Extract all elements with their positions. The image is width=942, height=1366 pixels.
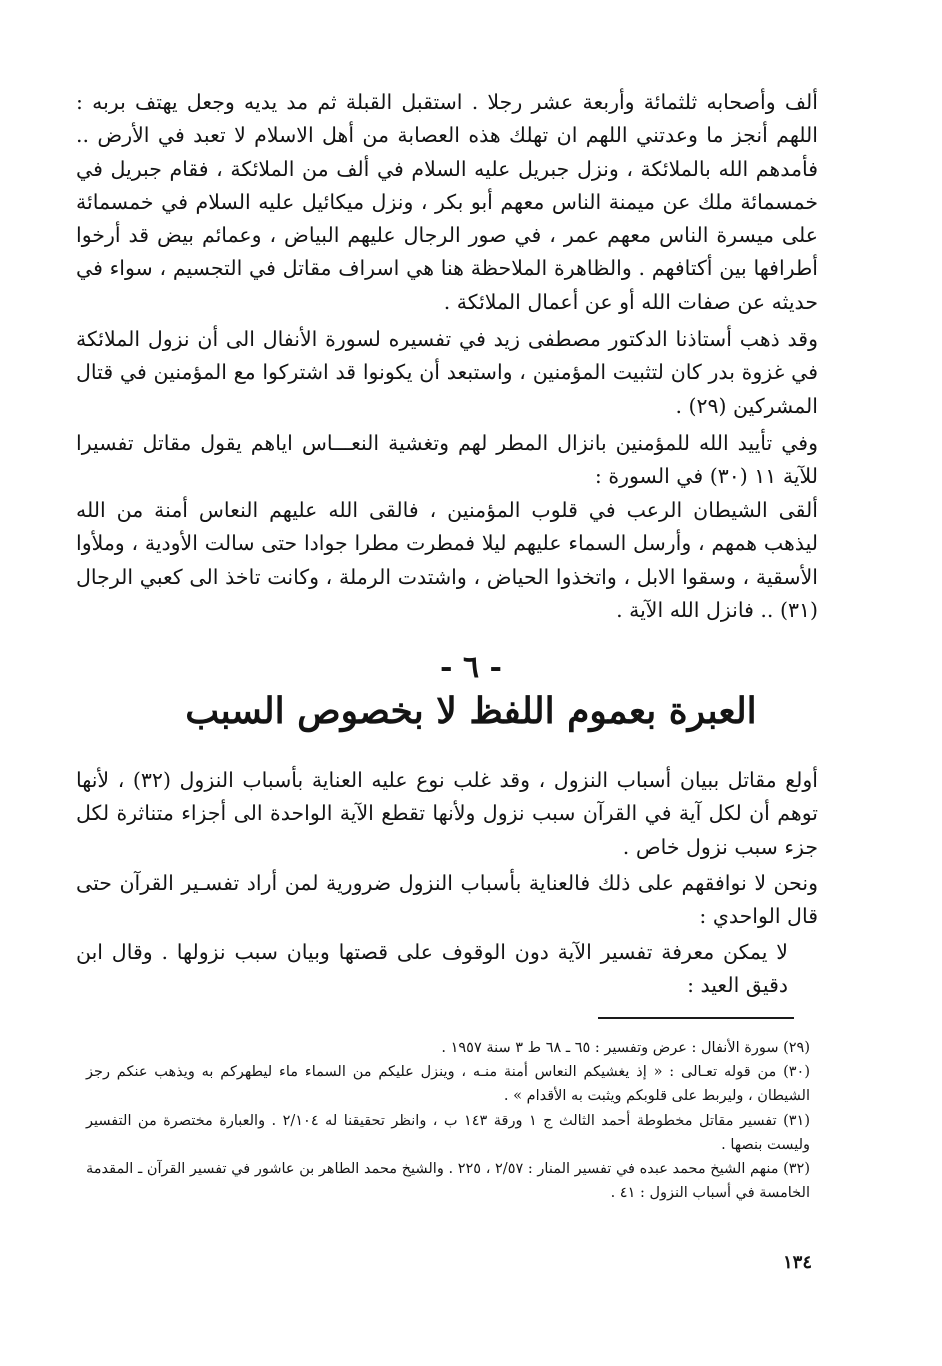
footnote-29: (٢٩) سورة الأنفال : عرض وتفسير : ٦٥ ـ ٦٨ ط ٣ سنة ١٩٥٧ . — [441, 1040, 810, 1056]
footnote-32: (٣٢) منهم الشيخ محمد عبده في تفسير المنار : ٢/٥٧ ، ٢٢٥ . والشيخ محمد الطاهر بن عاشور في تفسير القرآن ـ المقدمة الخامسة في أسباب النزول : ٤١ . — [86, 1161, 810, 1202]
footnote-31: (٣١) تفسير مقاتل مخطوطة أحمد الثالث ج ١ ورقة ١٤٣ ب ، وانظر تحقيقنا له ٢/١٠٤ . والعبارة مختصرة من التفسير وليست بنصها . — [86, 1112, 810, 1153]
body-paragraph-2: وقد ذهب أستاذنا الدكتور مصطفى زيد في تفسيره لسورة الأنفال الى أن نزول الملائكة في غزوة بدر كان لتثبيت المؤمنين ، واستبعد أن يكونوا قد اشتركوا مع المؤمنين في قتال المشركين (٢٩) . — [76, 327, 818, 418]
quote-paragraph: لا يمكن معرفة تفسير الآية دون الوقوف على قصتها وبيان سبب نزولها . وقال ابن دقيق العيد : — [76, 940, 788, 998]
body-paragraph-1: ألف وأصحابه ثلثمائة وأربعة عشر رجلا . استقبل القبلة ثم مد يديه وجعل يهتف بربه : اللهم أنجز ما وعدتني اللهم ان تهلك هذه العصابة من أهل الاسلام لا تعبد في الأرض .. فأمدهم الله بالملائكة ، ونزل جبريل عليه السلام في ألف من الملائكة ، فقام جبريل في خمسمائة ملك عن ميمنة الناس معهم أبو بكر ، ونزل ميكائيل عليه السلام في خمسمائة على ميسرة الناس معهم عمر ، في صور الرجال عليهم البياض ، وعمائم بيض قد أرخوا أطرافها بين أكتافهم . والظاهرة الملاحظة هنا هي اسراف مقاتل في التجسيم ، سواء في حديثه عن صفات الله أو عن أعمال الملائكة . — [76, 90, 818, 314]
section-number: - ٦ - — [440, 650, 502, 685]
body-paragraph-6: ونحن لا نوافقهم على ذلك فالعناية بأسباب النزول ضرورية لمن أراد تفسـير القرآن حتى قال الواحدي : — [76, 871, 818, 929]
body-paragraph-5: أولع مقاتل ببيان أسباب النزول ، وقد غلب نوع عليه العناية بأسباب النزول (٣٢) ، لأنها توهم أن لكل آية في القرآن سبب نزول ولأنها تقطع الآية الواحدة الى أجزاء متناثرة لكل جزء سبب نزول خاص . — [76, 768, 818, 859]
body-paragraph-3: وفي تأييد الله للمؤمنين بانزال المطر لهم وتغشية النعـــاس اياهم يقول مقاتل تفسيرا للآية ١١ (٣٠) في السورة : — [76, 431, 818, 489]
footnote-divider — [598, 1017, 794, 1019]
page-number: ١٣٤ — [782, 1252, 812, 1273]
section-title: العبرة بعموم اللفظ لا بخصوص السبب — [185, 690, 757, 732]
body-paragraph-4: ألقى الشيطان الرعب في قلوب المؤمنين ، فالقى الله عليهم النعاس أمنة من الله ليذهب همهم ، وأرسل السماء عليهم ليلا فمطرت مطرا جوادا حتى سالت الأودية ، وملأوا الأسقية ، وسقوا الابل ، واتخذوا الحياض ، واشتدت الرملة ، وكانت تاخذ الى كعبي الرجال (٣١) .. فانزل الله الآية . — [76, 498, 818, 622]
footnote-30: (٣٠) من قوله تعـالى : « إذ يغشيكم النعاس أمنة منـه ، وينزل عليكم من السماء ماء ليطهركم به ويذهب عنكم رجز الشيطان ، وليربط على قلوبكم ويثبت به الأقدام » . — [86, 1064, 810, 1105]
footnotes — [86, 1036, 810, 1205]
